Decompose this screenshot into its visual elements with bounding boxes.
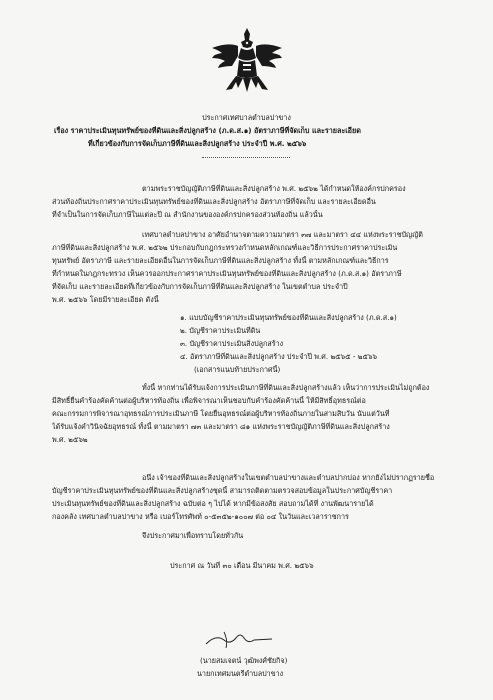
attachment-item: ๒. บัญชีราคาประเมินที่ดิน [180, 326, 261, 335]
closing-text: จึงประกาศมาเพื่อทราบโดยทั่วกัน [142, 531, 244, 540]
garuda-emblem-icon [210, 26, 284, 96]
paragraph-2-line: ที่จัดเก็บ และรายละเอียดที่เกี่ยวข้องกับการจัดเก็บภาษีที่ดินและสิ่งปลูกสร้าง ในเขตตำบล ประจำปี [52, 282, 348, 291]
signatory-position: นายกเทศมนตรีตำบลปาขาง [197, 669, 284, 678]
attachment-item: ๑. แบบบัญชีราคาประเมินทุนทรัพย์ของที่ดินและสิ่งปลูกสร้าง (ภ.ด.ส.๑) [180, 313, 397, 322]
signatory-name: (นายสมเจตน์ วุฒิพงศ์ชัยกิจ) [200, 656, 288, 665]
attachment-note: (เอกสารแนบท้ายประกาศนี้) [194, 365, 281, 374]
paragraph-2-line: เทศบาลตำบลปาขาง อาศัยอำนาจตามความมาตรา ๓๗ และมาตรา ๔๔ แห่งพระราชบัญญัติ [142, 230, 423, 239]
paragraph-3-line: พ.ศ. ๒๕๖๒ [52, 435, 88, 444]
paragraph-2-line: ทุนทรัพย์ อัตราภาษี และรายละเอียดอื่นในการจัดเก็บภาษีที่ดินและสิ่งปลูกสร้าง ทั้งนี้ ตามหลักเกณฑ์และวิธีการ [52, 256, 389, 265]
attachment-item: ๓. บัญชีราคาประเมินสิ่งปลูกสร้าง [180, 339, 284, 348]
subject-line-2: ที่เกี่ยวข้องกับการจัดเก็บภาษีที่ดินและสิ่งปลูกสร้าง ประจำปี พ.ศ. ๒๕๖๖ [88, 139, 307, 148]
paragraph-2-line: ที่กำหนดในกฎกระทรวง เห็นควรออกประกาศราคาประเมินทุนทรัพย์ของที่ดินและสิ่งปลูกสร้าง (ภ.ด.ส.๑) อัตราภาษี [52, 269, 402, 278]
paragraph-3-line: มีสิทธิ์ยื่นคำร้องคัดค้านต่อผู้บริหารท้องถิ่น เพื่อพิจารณาเห็นชอบกับคำร้องคัดค้านนี้ ให้มีสิทธิ์อุทธรณ์ต่อ [52, 396, 366, 405]
paragraph-1-line: ส่วนท้องถิ่นประกาศราคาประเมินทุนทรัพย์ของที่ดินและสิ่งปลูกสร้าง อัตราภาษีที่จัดเก็บ และรายละเอียดอื่น [52, 197, 376, 206]
paragraph-3-line: คณะกรรมการพิจารณาอุทธรณ์การประเมินภาษี โดยยื่นอุทธรณ์ต่อผู้บริหารท้องถิ่นภายในสามสิบวัน นับแต่วันที่ [52, 409, 390, 418]
paragraph-4-line: อนึ่ง เจ้าของที่ดินและสิ่งปลูกสร้างในเขตตำบลปาขางและตำบลปากบ่อง หากยังไม่ปรากฏรายชื่อ [142, 473, 435, 482]
subject-line-1: เรื่อง ราคาประเมินทุนทรัพย์ของที่ดินและสิ่งปลูกสร้าง (ภ.ด.ส.๑) อัตราภาษีที่จัดเก็บ และรายละเอียด [54, 126, 361, 135]
paragraph-1-line: ที่จำเป็นในการจัดเก็บภาษีในแต่ละปี ณ สำนักงานขององค์กรปกครองส่วนท้องถิ่น แล้วนั้น [52, 210, 323, 219]
paragraph-2-line: ภาษีที่ดินและสิ่งปลูกสร้าง พ.ศ. ๒๕๖๒ ประกอบกับกฎกระทรวงกำหนดหลักเกณฑ์และวิธีการประกาศราคาประเมิน [52, 243, 398, 252]
document-title: ประกาศเทศบาลตำบลปาขาง [202, 113, 291, 122]
attachment-item: ๔. อัตราภาษีที่ดินและสิ่งปลูกสร้าง ประจำปี พ.ศ. ๒๕๖๕ - ๒๕๖๖ [180, 352, 378, 361]
announcement-date: ประกาศ ณ วันที่ ๓๐ เดือน มีนาคม พ.ศ. ๒๕๖๖ [170, 561, 314, 570]
signature-mark [200, 626, 280, 652]
paragraph-2-line: พ.ศ. ๒๕๖๖ โดยมีรายละเอียด ดังนี้ [52, 295, 159, 304]
title-divider [202, 157, 290, 158]
paragraph-4-line: กองคลัง เทศบาลตำบลปาขาง หรือ เบอร์โทรศัพท์ ๐-๕๓๕๒-๑๐๐๗ ต่อ ๐๔ ในวันและเวลาราชการ [52, 512, 349, 521]
paragraph-3-line: ทั้งนี้ หากท่านได้รับแจ้งการประเมินภาษีที่ดินและสิ่งปลูกสร้างแล้ว เห็นว่าการประเมินไม่ถูกต้อง [142, 383, 430, 392]
paragraph-3-line: ได้รับแจ้งคำวินิจฉัยอุทธรณ์ ทั้งนี้ ตามมาตรา ๗๓ และมาตรา ๘๑ แห่งพระราชบัญญัติภาษีที่ดินและสิ่งปลูกสร้าง [52, 422, 390, 431]
paragraph-1-line: ตามพระราชบัญญัติภาษีที่ดินและสิ่งปลูกสร้าง พ.ศ. ๒๕๖๒ ได้กำหนดให้องค์กรปกครอง [142, 184, 406, 193]
paragraph-4-line: ประเมินทุนทรัพย์ของที่ดินและสิ่งปลูกสร้าง ฉบับต่อ ๆ ไปได้ หากมีข้อสงสัย สอบถามได้ที่ งานพัฒนารายได้ [52, 499, 374, 508]
paragraph-4-line: บัญชีราคาประเมินทุนทรัพย์ของที่ดินและสิ่งปลูกสร้างชุดนี้ สามารถติดตามตรวจสอบข้อมูลในประกาศบัญชีราคา [52, 486, 393, 495]
